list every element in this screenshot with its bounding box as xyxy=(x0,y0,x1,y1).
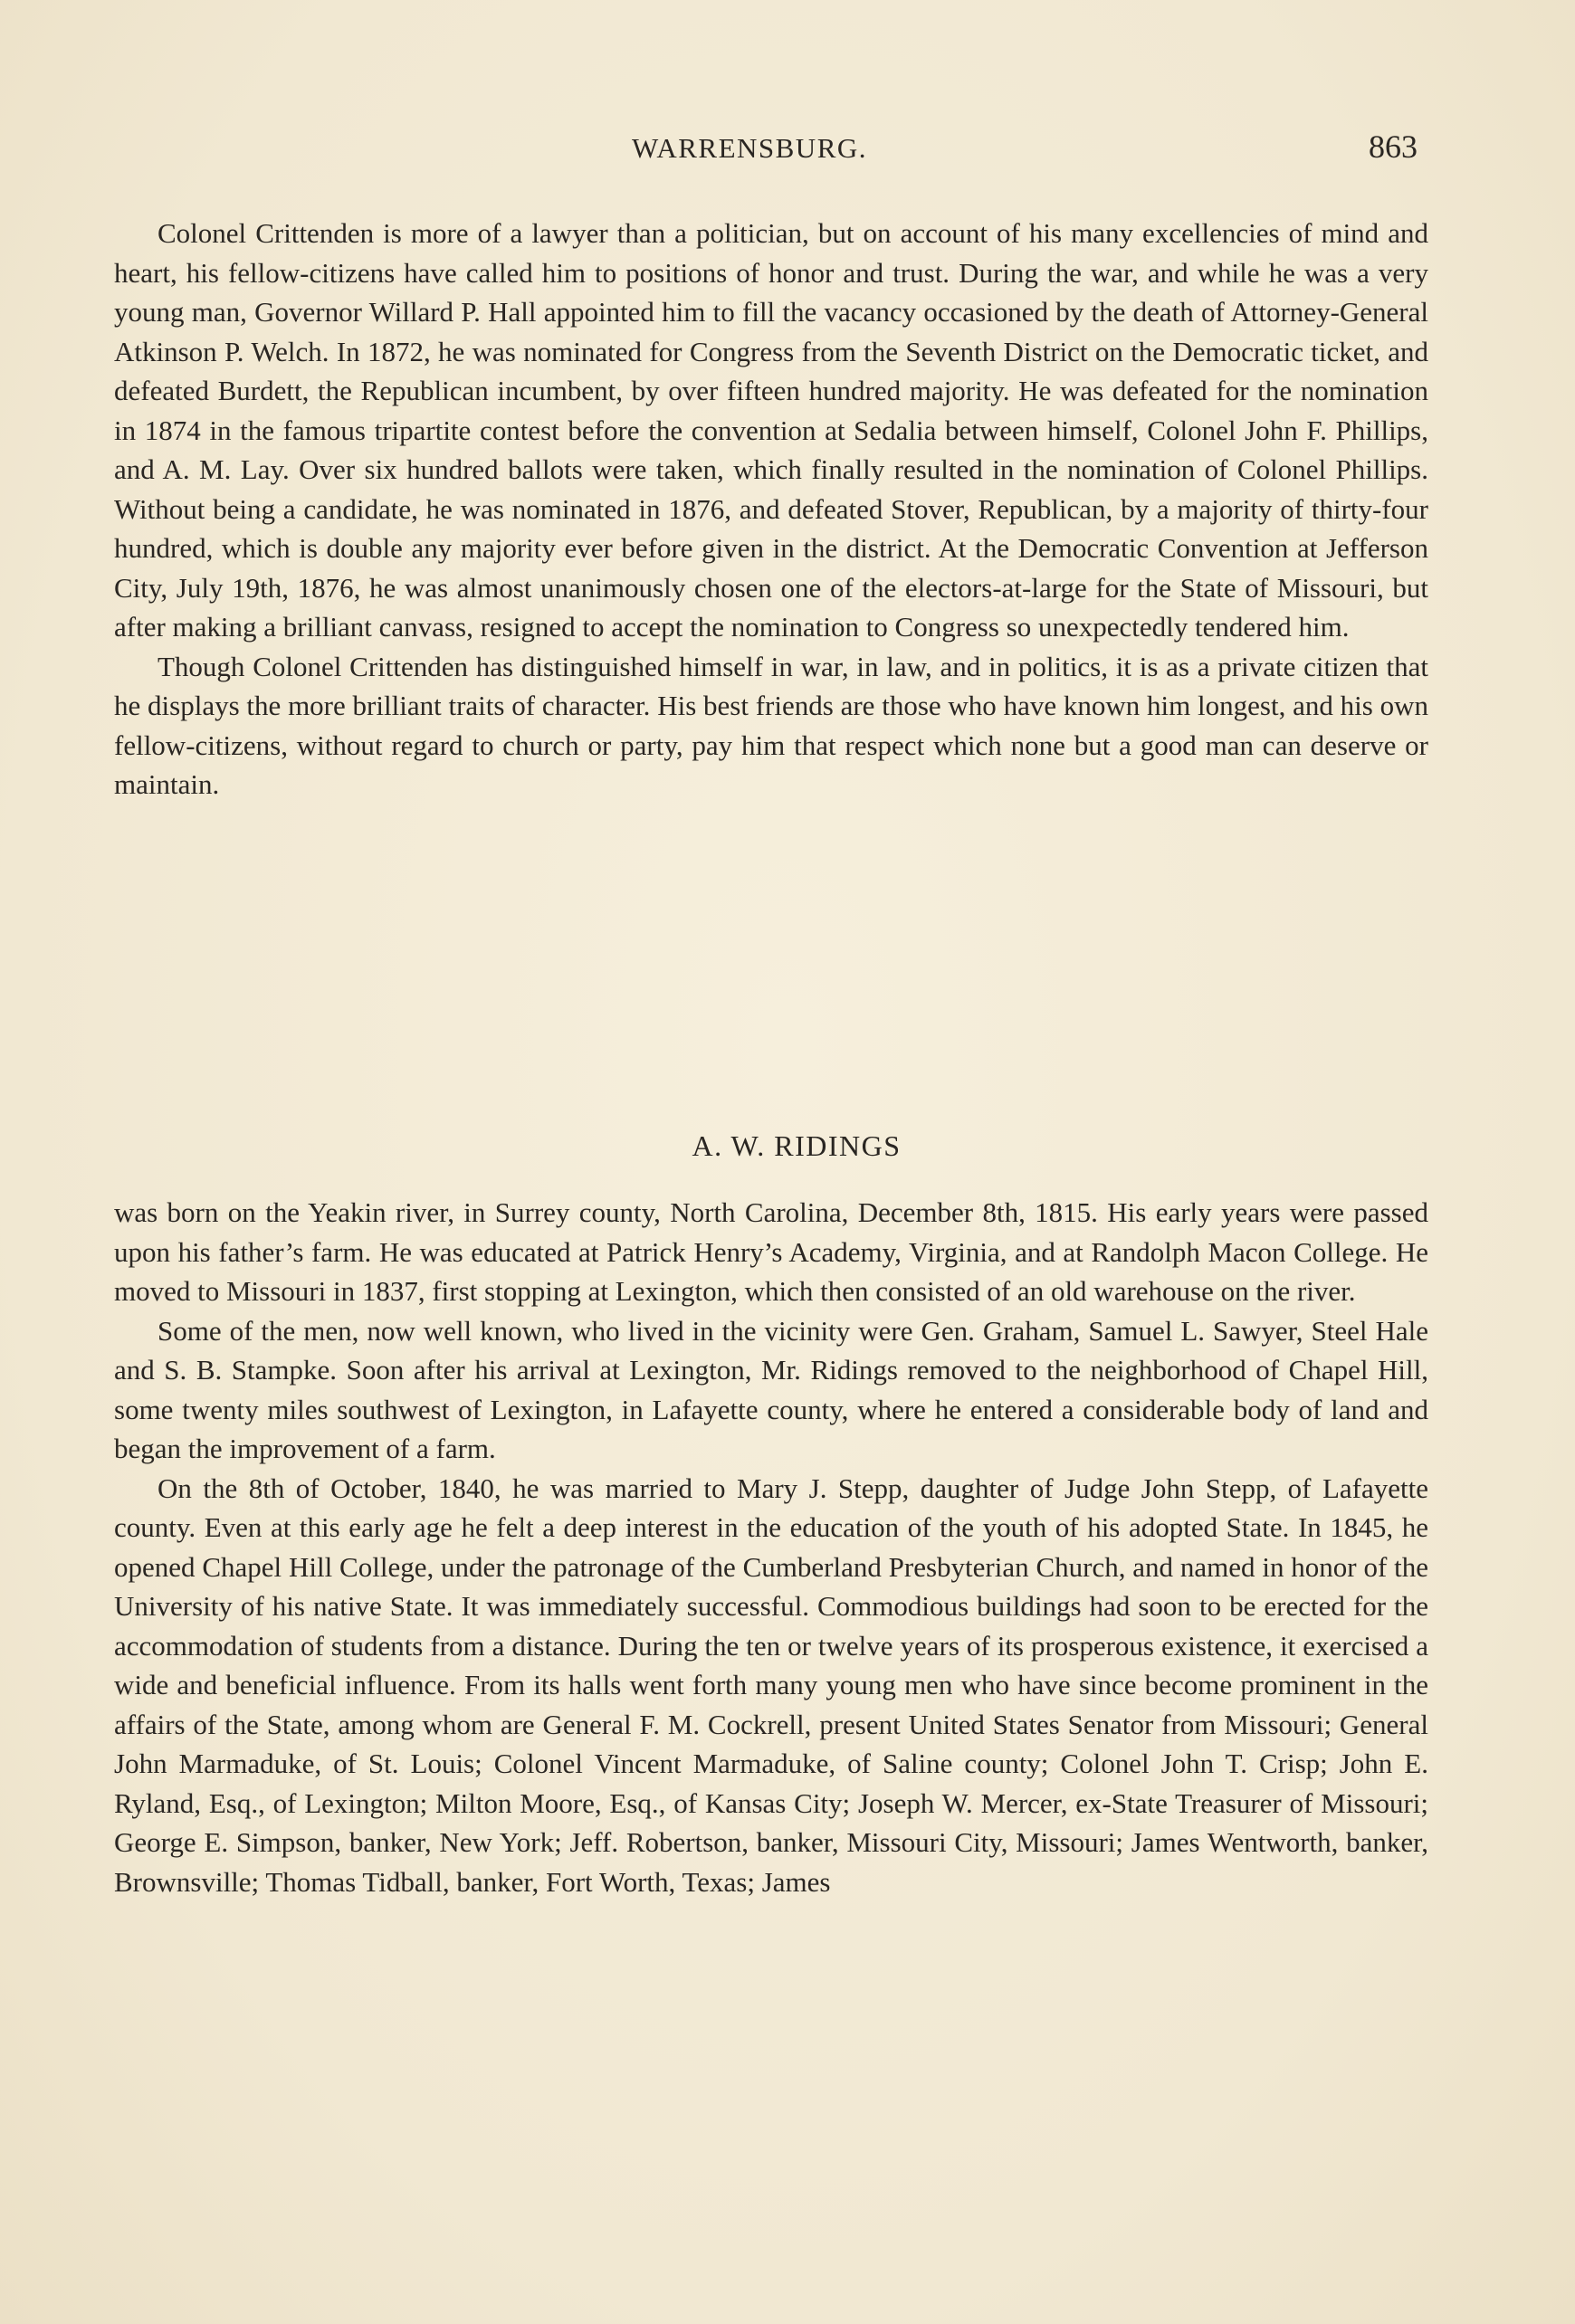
running-head xyxy=(0,129,1575,168)
paragraph: On the 8th of October, 1840, he was married to Mary J. Stepp, daughter of Judge John Stepp, of Lafayette county. Even at this early age he felt a deep interest in the education of the youth of his adopted State. In 1845, he opened Chapel Hill College, under the patronage of the Cumberland Presbyterian Church, and named in honor of the University of his native State. It was immediately successful. Commodious buildings had soon to be erected for the accommodation of students from a distance. During the ten or twelve years of its prosperous existence, it exercised a wide and beneficial influence. From its halls went forth many young men who have since become prominent in the affairs of the State, among whom are General F. M. Cockrell, present United States Senator from Missouri; General John Marmaduke, of St. Louis; Colonel Vincent Marmaduke, of Saline county; Colonel John T. Crisp; John E. Ryland, Esq., of Lexington; Milton Moore, Esq., of Kansas City; Joseph W. Mercer, ex-State Treasurer of Missouri; George E. Simpson, banker, New York; Jeff. Robertson, banker, Missouri City, Missouri; James Wentworth, banker, Brownsville; Thomas Tidball, banker, Fort Worth, Texas; James xyxy=(114,1472,1428,1898)
page-number: 863 xyxy=(1369,129,1418,165)
paragraph: Colonel Crittenden is more of a lawyer than a politician, but on account of his many excellencies of mind and heart, his fellow-citizens have called him to positions of honor and trust. During the war, and while he was a very young man, Governor Willard P. Hall appointed him to fill the vacancy occasioned by the death of Attorney-General Atkinson P. Welch. In 1872, he was nominated for Congress from the Seventh District on the Democratic ticket, and defeated Burdett, the Republican incumbent, by over fifteen hundred majority. He was defeated for the nomination in 1874 in the famous tripartite contest before the convention at Sedalia between himself, Colonel John F. Phillips, and A. M. Lay. Over six hundred ballots were taken, which finally resulted in the nomination of Colonel Phillips. Without being a candidate, he was nominated in 1876, and defeated Stover, Republican, by a majority of thirty-four hundred, which is double any majority ever before given in the district. At the Democratic Convention at Jefferson City, July 19th, 1876, he was almost unanimously chosen one of the electors-at-large for the State of Missouri, but after making a brilliant canvass, resigned to accept the nomination to Congress so unexpectedly tendered him. xyxy=(114,217,1428,643)
paragraph: was born on the Yeakin river, in Surrey county, North Carolina, December 8th, 1815. His early years were passed upon his father’s farm. He was educated at Patrick Henry’s Academy, Virginia, and at Randolph Macon College. He moved to Missouri in 1837, first stopping at Lexington, which then consisted of an old warehouse on the river. xyxy=(114,1196,1428,1307)
section-heading: A. W. RIDINGS xyxy=(692,1129,902,1162)
ridings-section xyxy=(114,1193,1428,1901)
paragraph: Though Colonel Crittenden has distinguished himself in war, in law, and in politics, it is as a private citizen that he displays the more brilliant traits of character. His best friends are those who have known him longest, and his own fellow-citizens, without regard to church or party, pay him that respect which none but a good man can deserve or maintain. xyxy=(114,650,1428,800)
paragraph: Some of the men, now well known, who lived in the vicinity were Gen. Graham, Samuel L. Sawyer, Steel Hale and S. B. Stampke. Soon after his arrival at Lexington, Mr. Ridings removed to the neighborhood of Chapel Hill, some twenty miles southwest of Lexington, in Lafayette county, where he entered a considerable body of land and began the improvement of a farm. xyxy=(114,1314,1428,1464)
crittenden-section xyxy=(114,214,1428,805)
running-title: WARRENSBURG. xyxy=(632,132,868,164)
